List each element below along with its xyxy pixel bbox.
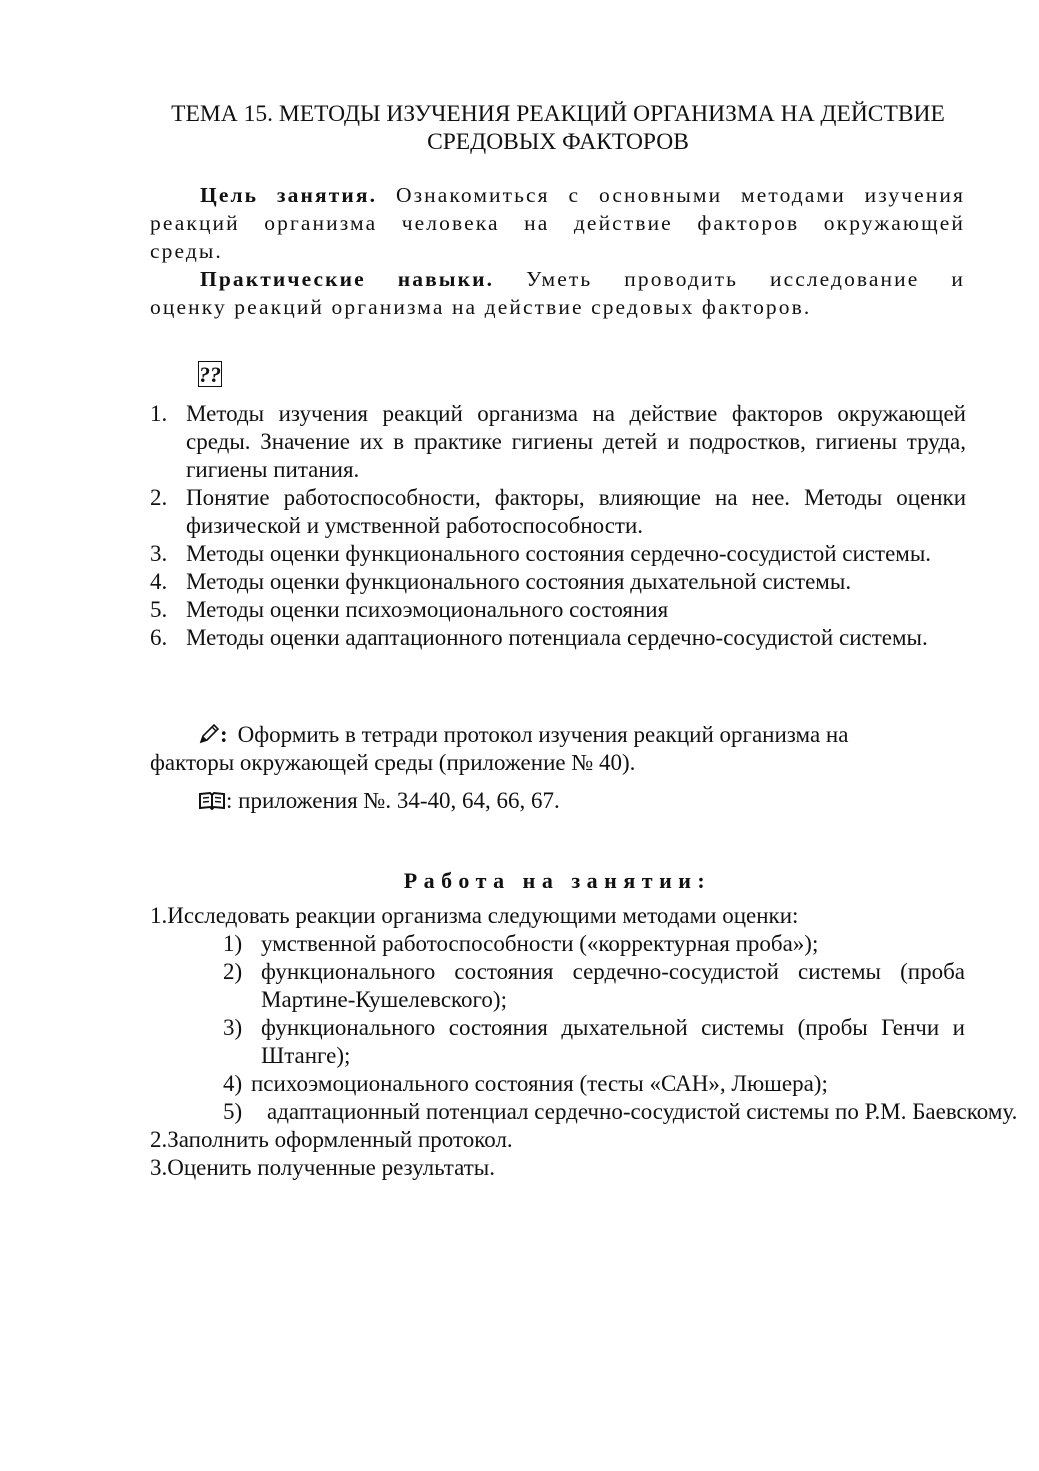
work-subitem: 2) функционального состояния сердечно-сосудистой системы (проба Мартине-Кушелевского); bbox=[223, 959, 965, 1012]
question-item: 5. Методы оценки психоэмоционального состояния bbox=[150, 597, 669, 622]
work-section bbox=[150, 902, 1018, 1182]
skills-line-2: оценку реакций организма на действие средовых факторов. bbox=[150, 295, 812, 319]
question-item: 6. Методы оценки адаптационного потенциала сердечно-сосудистой системы. bbox=[150, 625, 928, 650]
skills-label: Практические навыки. bbox=[200, 267, 495, 291]
questions-list bbox=[148, 400, 966, 652]
work-title: Работа на занятии: bbox=[403, 868, 712, 893]
reference-text: : приложения №. 34-40, 64, 66, 67. bbox=[226, 788, 560, 813]
work-subitem: 4) психоэмоционального состояния (тесты «САН», Люшера); bbox=[223, 1071, 828, 1096]
aim-line-3: среды. bbox=[150, 239, 223, 263]
aim-paragraph bbox=[150, 181, 965, 265]
work-subitem: 5) адаптационный потенциал сердечно-сосудистой системы по Р.М. Баевскому. bbox=[223, 1099, 1018, 1124]
title-line-1: ТЕМА 15. МЕТОДЫ ИЗУЧЕНИЯ РЕАКЦИЙ ОРГАНИЗМА НА ДЕЙСТВИЕ bbox=[171, 101, 945, 127]
work-item-3: 3.Оценить полученные результаты. bbox=[150, 1155, 495, 1180]
book-icon bbox=[198, 790, 226, 810]
work-item-2: 2.Заполнить оформленный протокол. bbox=[150, 1127, 513, 1152]
task-paragraph bbox=[150, 721, 965, 777]
questions-icon: ?? bbox=[199, 362, 221, 387]
aim-line-1: Ознакомиться с основными методами изучения bbox=[395, 183, 965, 207]
work-subitem: 3) функционального состояния дыхательной системы (пробы Генчи и Штанге); bbox=[223, 1015, 965, 1068]
question-item: 3. Методы оценки функционального состояния сердечно-сосудистой системы. bbox=[150, 541, 932, 566]
page-title bbox=[148, 100, 968, 156]
task-line-1: Оформить в тетради протокол изучения реакций организма на bbox=[237, 722, 849, 747]
task-line-2: факторы окружающей среды (приложение № 40). bbox=[150, 750, 636, 775]
aim-line-2: реакций организма человека на действие факторов окружающей bbox=[150, 211, 965, 235]
title-line-2: СРЕДОВЫХ ФАКТОРОВ bbox=[427, 129, 689, 155]
reference-line bbox=[198, 787, 560, 815]
skills-line-1: Уметь проводить исследование и bbox=[526, 267, 965, 291]
work-item-1: 1.Исследовать реакции организма следующими методами оценки: bbox=[150, 903, 799, 928]
work-subitem: 1) умственной работоспособности («корректурная проба»); bbox=[223, 931, 819, 956]
question-item: 1. Методы изучения реакций организма на действие факторов окружающей среды. Значение их в практике гигиены детей и подростков, гигиены труда, гигиены питания. bbox=[150, 401, 966, 482]
pencil-icon bbox=[198, 723, 220, 745]
question-item: 2. Понятие работоспособности, факторы, влияющие на нее. Методы оценки физической и умственной работоспособности. bbox=[150, 485, 966, 538]
skills-paragraph bbox=[150, 265, 965, 321]
aim-label: Цель занятия. bbox=[200, 183, 378, 207]
question-item: 4. Методы оценки функционального состояния дыхательной системы. bbox=[150, 569, 852, 594]
task-colon: : bbox=[220, 722, 228, 747]
